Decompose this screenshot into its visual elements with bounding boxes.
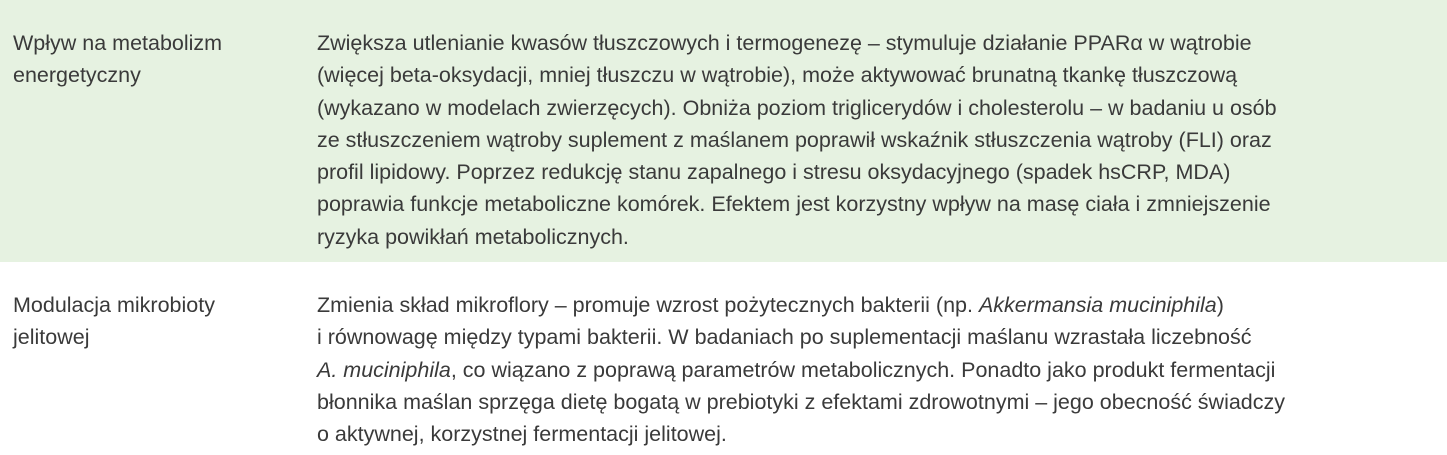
row-label-line: Modulacja mikrobioty — [13, 293, 215, 317]
content-line — [317, 289, 1437, 321]
content-line — [317, 59, 1437, 91]
text-segment: , co wiązano z poprawą parametrów metabolicznych. Ponadto jako produkt fermentacji — [450, 357, 1276, 382]
text-segment: Zwiększa utlenianie kwasów tłuszczowych i termogenezę – stymuluje działanie PPARα w wątrobie — [317, 31, 1252, 55]
text-segment: (więcej beta-oksydacji, mniej tłuszczu w wątrobie), może aktywować brunatną tkankę tłuszczową — [317, 63, 1238, 88]
content-line — [317, 188, 1437, 220]
content-line — [317, 354, 1437, 386]
content-line — [317, 418, 1437, 450]
row-content-cell — [303, 262, 1447, 455]
content-line — [317, 92, 1437, 124]
text-segment: profil lipidowy. Poprzez redukcję stanu zapalnego i stresu oksydacyjnego (spadek hsCRP, MDA) — [317, 160, 1231, 185]
content-line — [317, 386, 1437, 418]
row-label-line: energetyczny — [13, 63, 141, 88]
row-label-cell — [0, 0, 303, 262]
content-line — [317, 321, 1437, 353]
text-segment: o aktywnej, korzystnej fermentacji jelitowej. — [317, 422, 727, 447]
text-segment: i równowagę między typami bakterii. W badaniach po suplementacji maślanu wzrastała liczebność — [317, 325, 1252, 350]
text-segment: Zmienia skład mikroflory – promuje wzrost pożytecznych bakterii (np. — [317, 293, 979, 317]
content-line — [317, 27, 1437, 59]
content-line — [317, 124, 1437, 156]
text-segment: błonnika maślan sprzęga dietę bogatą w prebiotyki z efektami zdrowotnymi – jego obecność świadczy — [317, 389, 1286, 414]
content-line — [317, 221, 1437, 253]
text-segment: ) — [1216, 293, 1224, 317]
row-label-line: jelitowej — [13, 325, 90, 350]
italic-term: Akkermansia muciniphila — [978, 293, 1217, 317]
table-row-microbiota-modulation — [0, 262, 1447, 455]
text-segment: poprawia funkcje metaboliczne komórek. Efektem jest korzystny wpływ na masę ciała i zmniejszenie — [317, 192, 1271, 217]
row-label-line: Wpływ na metabolizm — [13, 31, 223, 55]
italic-term: A. muciniphila — [317, 357, 451, 382]
text-segment: ze stłuszczeniem wątroby suplement z maślanem poprawił wskaźnik stłuszczenia wątroby (FLI) oraz — [317, 127, 1272, 152]
text-segment: (wykazano w modelach zwierzęcych). Obniża poziom triglicerydów i cholesterolu – w badaniu u osób — [317, 95, 1277, 120]
row-content-cell — [303, 0, 1447, 262]
content-line — [317, 156, 1437, 188]
row-label-cell — [0, 262, 303, 455]
text-segment: ryzyka powikłań metabolicznych. — [317, 224, 629, 249]
